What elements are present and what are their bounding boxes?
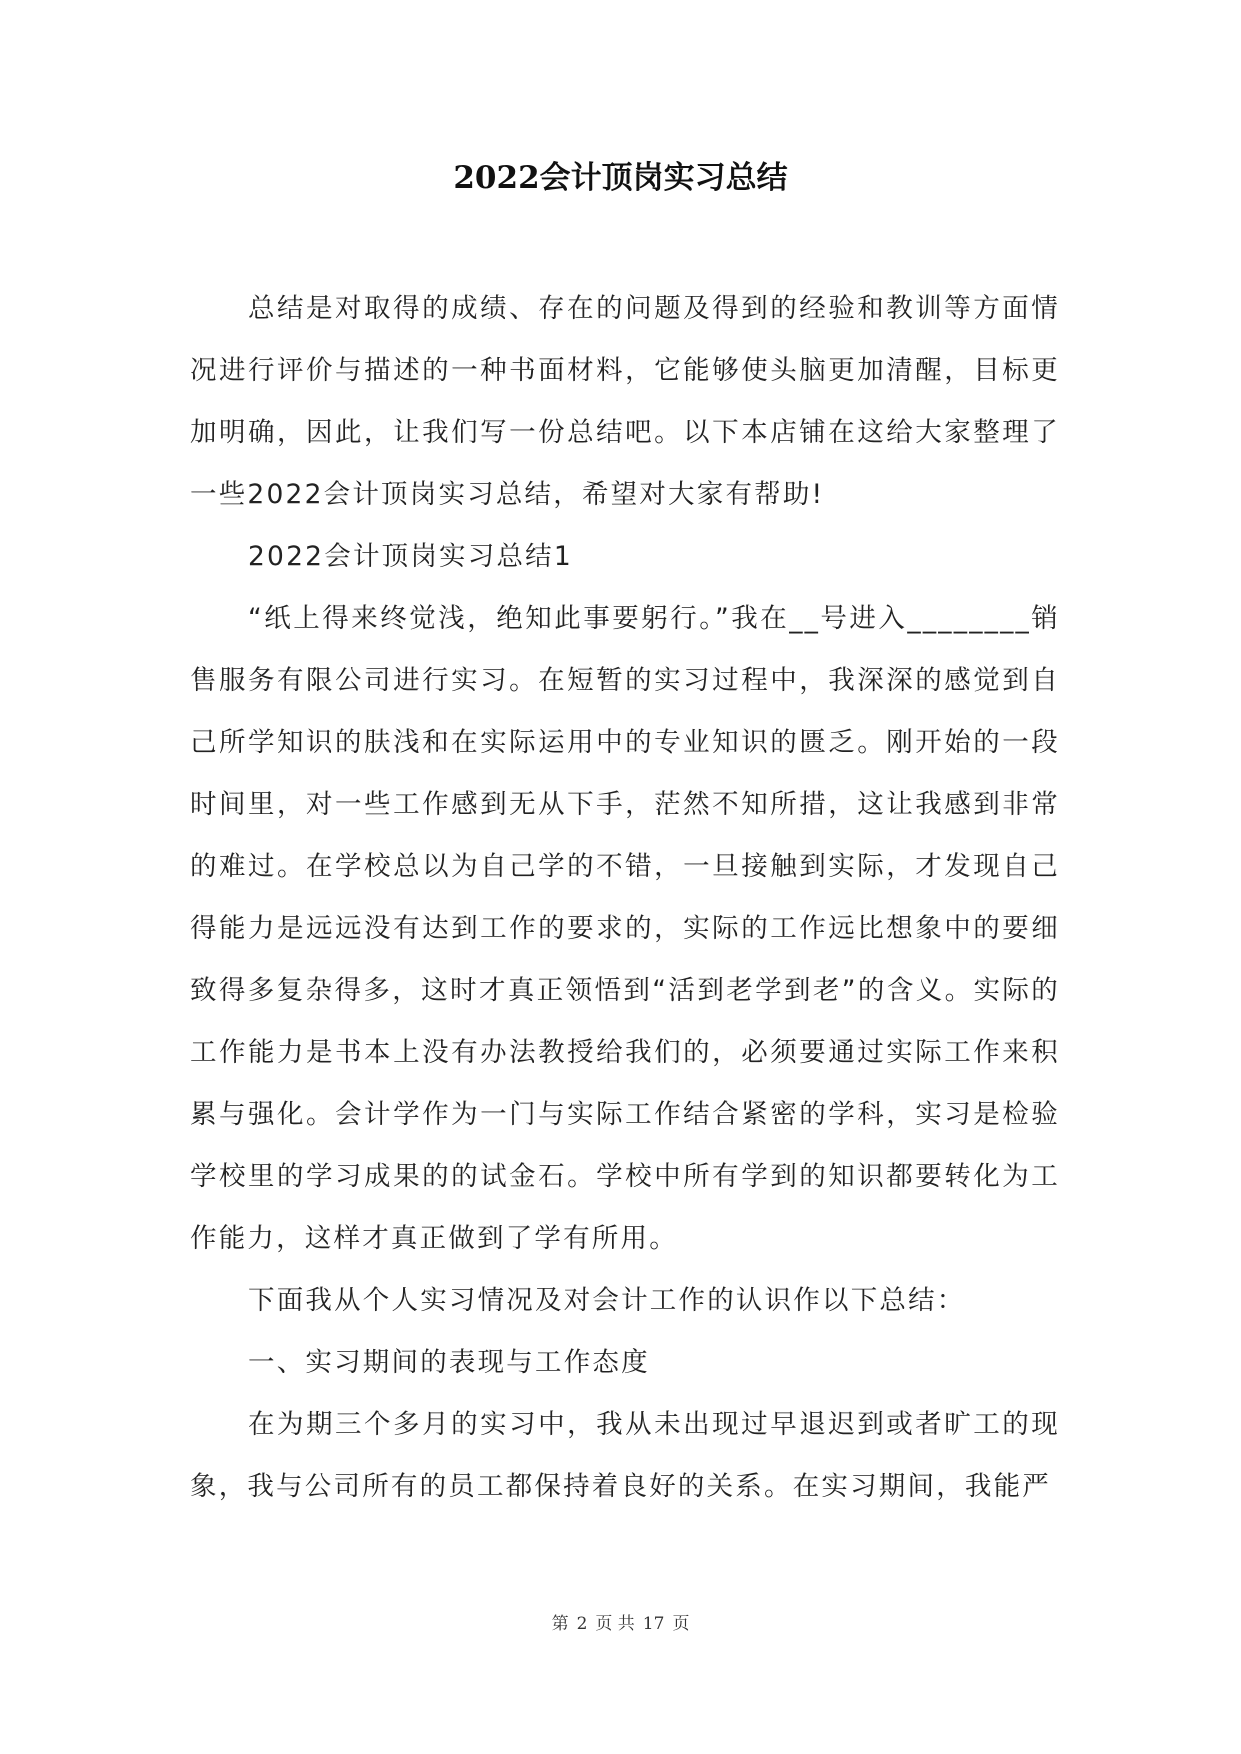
body-paragraph: 下面我从个人实习情况及对会计工作的认识作以下总结：	[248, 1285, 966, 1316]
section-heading: 2022会计顶岗实习总结1	[248, 541, 573, 572]
subsection-heading: 一、实习期间的表现与工作态度	[248, 1347, 650, 1378]
body-paragraph: “纸上得来终觉浅，绝知此事要躬行。”我在__号进入________销售服务有限公司进行实习。在短暂的实习过程中，我深深的感觉到自己所学知识的肤浅和在实际运用中的专业知识的匮乏。刚开始的一段时间里，对一些工作感到无从下手，茫然不知所措，这让我感到非常的难过。在学校总以为自己学的不错，一旦接触到实际，才发现自己得能力是远远没有达到工作的要求的，实际的工作远比想象中的要细致得多复杂得多，这时才真正领悟到“活到老学到老”的含义。实际的工作能力是书本上没有办法教授给我们的，必须要通过实际工作来积累与强化。会计学作为一门与实际工作结合紧密的学科，实习是检验学校里的学习成果的的试金石。学校中所有学到的知识都要转化为工作能力，这样才真正做到了学有所用。	[190, 603, 1060, 1254]
intro-paragraph: 总结是对取得的成绩、存在的问题及得到的经验和教训等方面情况进行评价与描述的一种书面材料，它能够使头脑更加清醒，目标更加明确，因此，让我们写一份总结吧。以下本店铺在这给大家整理了一些2022会计顶岗实习总结，希望对大家有帮助!	[190, 293, 1060, 510]
document-title: 2022会计顶岗实习总结	[453, 160, 788, 196]
footer-middle: 页 共	[595, 1614, 635, 1634]
footer-current-page: 2	[576, 1614, 588, 1634]
page-footer	[0, 1612, 1241, 1636]
footer-prefix: 第	[551, 1614, 569, 1634]
document-body	[190, 278, 1060, 1518]
body-paragraph: 在为期三个多月的实习中，我从未出现过早退迟到或者旷工的现象，我与公司所有的员工都保持着良好的关系。在实习期间，我能严	[190, 1409, 1060, 1502]
footer-suffix: 页	[672, 1614, 690, 1634]
footer-total-pages: 17	[642, 1614, 665, 1634]
